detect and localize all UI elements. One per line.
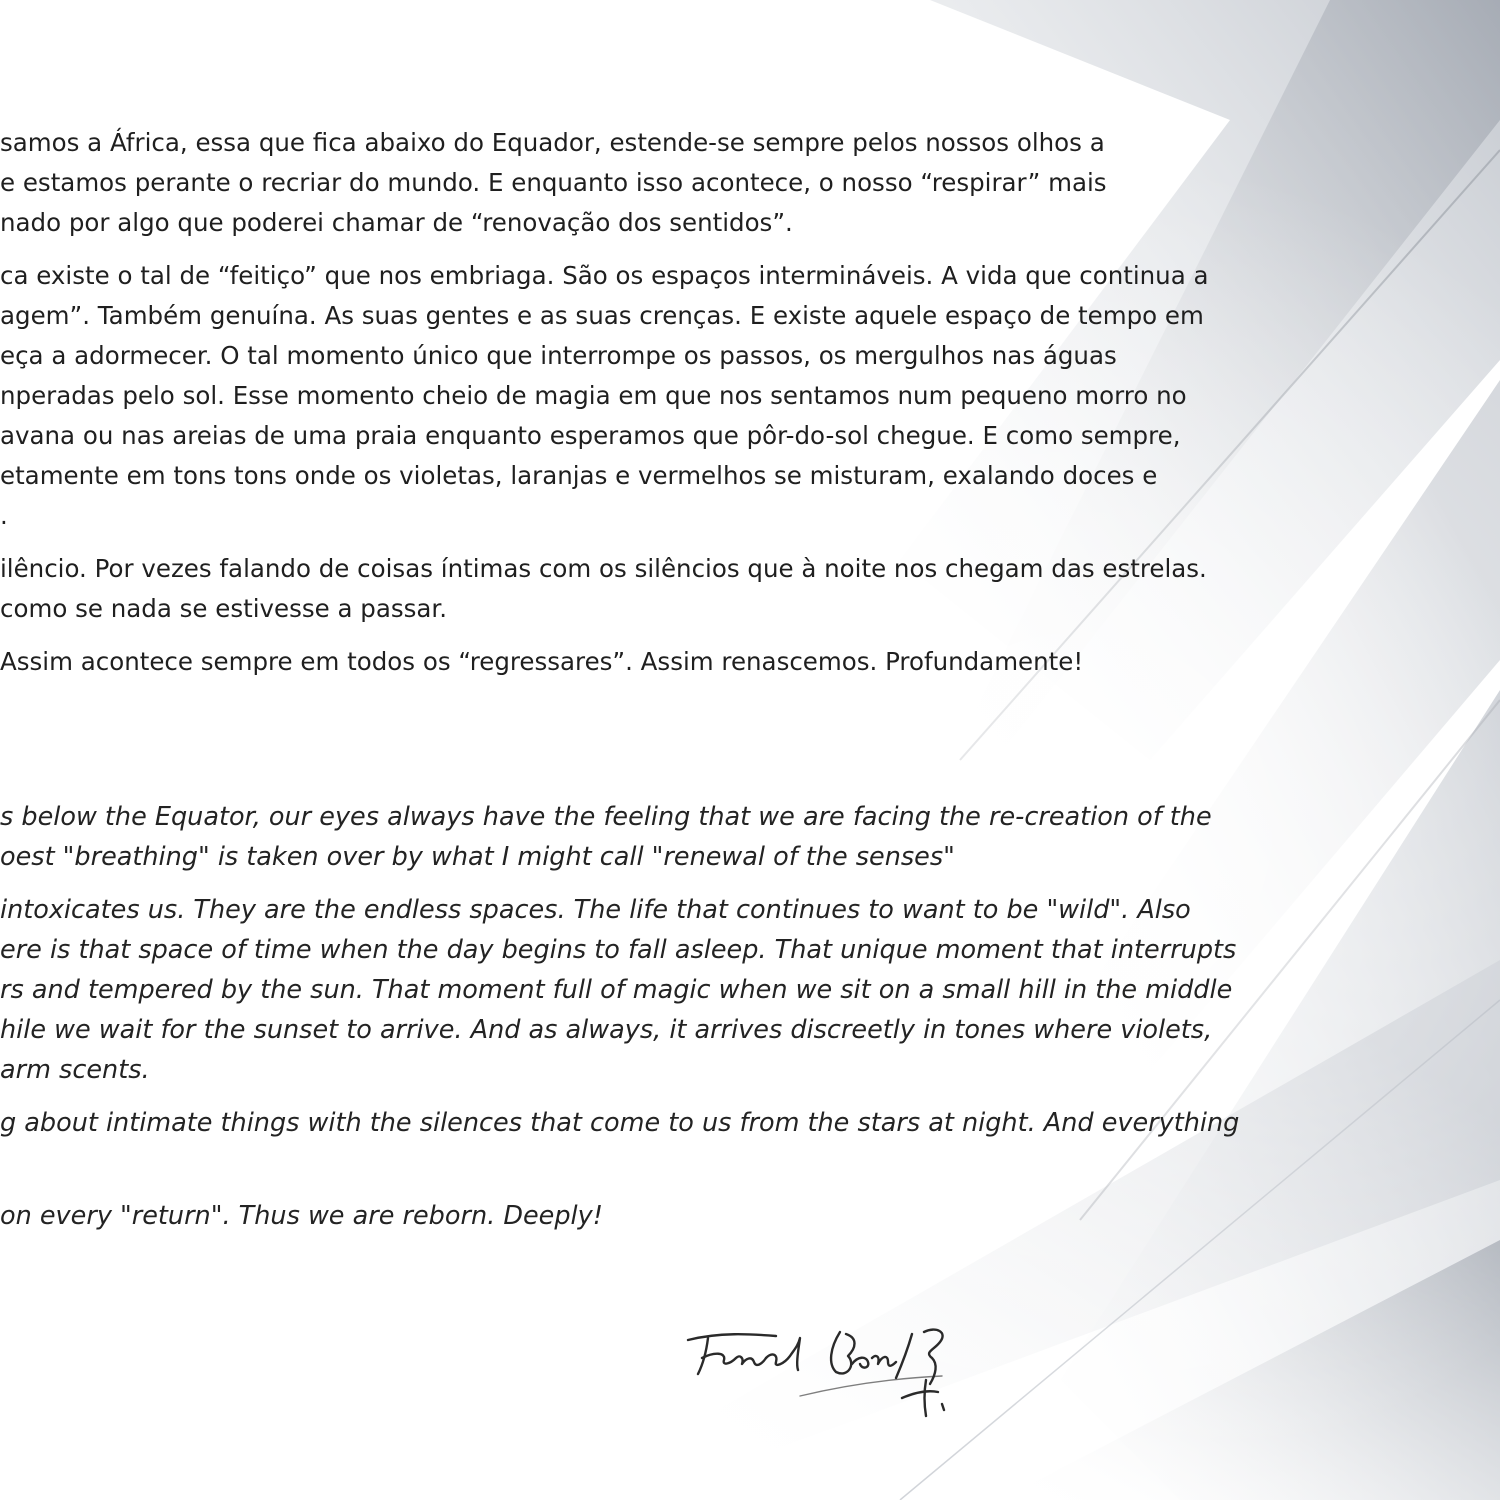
pt-text-line: e estamos perante o recriar do mundo. E enquanto isso acontece, o nosso “respirar” mais	[0, 168, 1107, 197]
en-text-line: oest "breathing" is taken over by what I might call "renewal of the senses"	[0, 842, 955, 872]
en-text-line: hile we wait for the sunset to arrive. And as always, it arrives discreetly in tones where violets,	[0, 1015, 1213, 1045]
pt-text-line: como se nada se estivesse a passar.	[0, 594, 447, 623]
en-text-line: intoxicates us. They are the endless spaces. The life that continues to want to be "wild". Also	[0, 895, 1191, 925]
pt-text-line: nperadas pelo sol. Esse momento cheio de magia em que nos sentamos num pequeno morro no	[0, 381, 1187, 410]
pt-text-line: nado por algo que poderei chamar de “renovação dos sentidos”.	[0, 208, 793, 237]
pt-text-line: avana ou nas areias de uma praia enquanto esperamos que pôr-do-sol chegue. E como sempre,	[0, 421, 1181, 450]
en-text-line: s below the Equator, our eyes always have the feeling that we are facing the re-creation of the	[0, 802, 1212, 832]
pt-text-line: Assim acontece sempre em todos os “regressares”. Assim renascemos. Profundamente!	[0, 647, 1084, 676]
pt-text-line: ilêncio. Por vezes falando de coisas íntimas com os silêncios que à noite nos chegam das estrelas.	[0, 554, 1207, 583]
pt-text-line: samos a África, essa que fica abaixo do Equador, estende-se sempre pelos nossos olhos a	[0, 128, 1105, 157]
pt-text-line: ca existe o tal de “feitiço” que nos embriaga. São os espaços intermináveis. A vida que continua a	[0, 261, 1209, 290]
pt-text-line: agem”. Também genuína. As suas gentes e as suas crenças. E existe aquele espaço de tempo em	[0, 301, 1204, 330]
pt-text-line: etamente em tons tons onde os violetas, laranjas e vermelhos se misturam, exalando doces e	[0, 461, 1158, 490]
en-text-line: ere is that space of time when the day begins to fall asleep. That unique moment that interrupts	[0, 935, 1237, 965]
handwritten-signature	[680, 1318, 1040, 1428]
en-text-line: rs and tempered by the sun. That moment full of magic when we sit on a small hill in the middle	[0, 975, 1233, 1005]
en-text-line: on every "return". Thus we are reborn. Deeply!	[0, 1201, 603, 1231]
en-text-line: arm scents.	[0, 1055, 150, 1085]
en-text-line: g about intimate things with the silences that come to us from the stars at night. And everything	[0, 1108, 1240, 1138]
pt-text-line: .	[0, 501, 8, 530]
pt-text-line: eça a adormecer. O tal momento único que interrompe os passos, os mergulhos nas águas	[0, 341, 1117, 370]
